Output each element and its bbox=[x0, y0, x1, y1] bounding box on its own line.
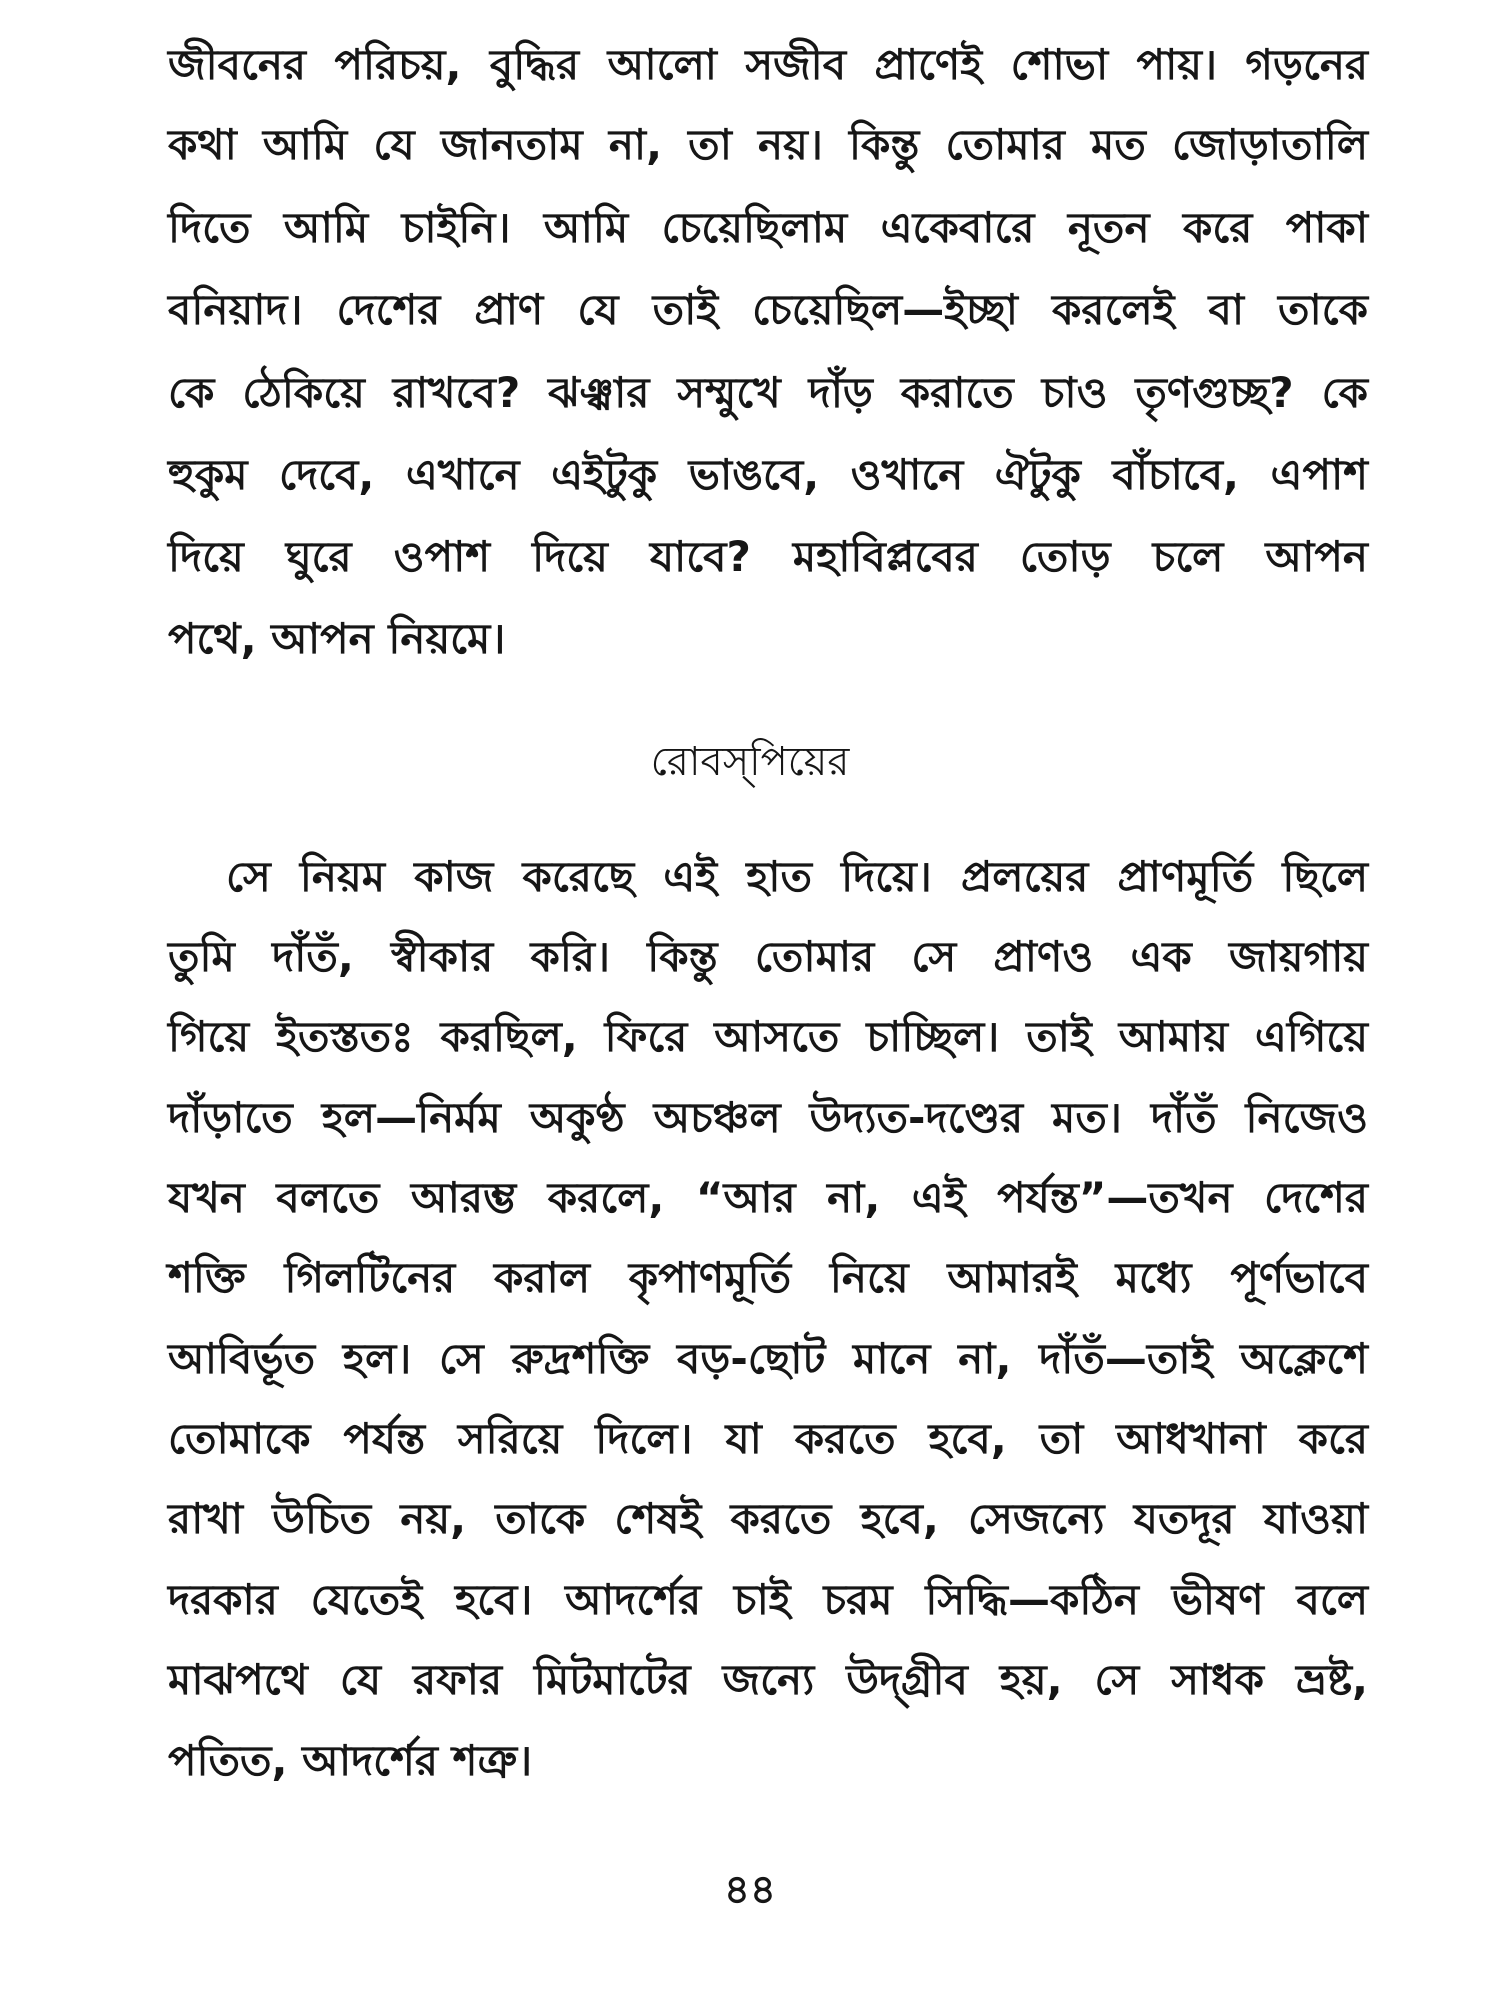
text-line: পতিত, আদর্শের শত্রু। bbox=[168, 1736, 533, 1785]
text-line: গিয়ে ইতস্ততঃ করছিল, ফিরে আসতে চাচ্ছিল। তাই আমায় এগিয়ে bbox=[168, 1012, 1368, 1061]
text-line: তোমাকে পর্যন্ত সরিয়ে দিলে। যা করতে হবে, তা আধখানা করে bbox=[168, 1414, 1368, 1463]
text-line: হুকুম দেবে, এখানে এইটুকু ভাঙবে, ওখানে ঐটুকু বাঁচাবে, এপাশ bbox=[168, 450, 1368, 499]
text-line: তুমি দাঁতঁ, স্বীকার করি। কিন্তু তোমার সে প্রাণও এক জায়গায় bbox=[168, 932, 1368, 981]
text-line: মাঝপথে যে রফার মিটমাটের জন্যে উদ্‌গ্রীব হয়, সে সাধক ভ্রষ্ট, bbox=[168, 1655, 1368, 1704]
speaker-heading: রোবস্‌পিয়ের bbox=[650, 739, 850, 785]
page-number: ৪৪ bbox=[724, 1867, 776, 1913]
text-line: যখন বলতে আরম্ভ করলে, “আর না, এই পর্যন্ত”—তখন দেশের bbox=[168, 1173, 1368, 1222]
text-line: পথে, আপন নিয়মে। bbox=[168, 614, 506, 663]
text-line: দাঁড়াতে হল—নির্মম অকুণ্ঠ অচঞ্চল উদ্যত-দণ্ডের মত। দাঁতঁ নিজেও bbox=[168, 1093, 1368, 1142]
text-line: কথা আমি যে জানতাম না, তা নয়। কিন্তু তোমার মত জোড়াতালি bbox=[168, 120, 1368, 169]
text-line: কে ঠেকিয়ে রাখবে? ঝঞ্ঝার সম্মুখে দাঁড় করাতে চাও তৃণগুচ্ছ? কে bbox=[168, 368, 1368, 417]
text-line: শক্তি গিলটিনের করাল কৃপাণমূর্তি নিয়ে আমারই মধ্যে পূর্ণভাবে bbox=[168, 1253, 1368, 1302]
text-line: বনিয়াদ। দেশের প্রাণ যে তাই চেয়েছিল—ইচ্ছা করলেই বা তাকে bbox=[168, 285, 1368, 334]
text-line: দিতে আমি চাইনি। আমি চেয়েছিলাম একেবারে নূতন করে পাকা bbox=[168, 203, 1368, 252]
text-line: জীবনের পরিচয়, বুদ্ধির আলো সজীব প্রাণেই শোভা পায়। গড়নের bbox=[168, 40, 1368, 89]
text-line: আবির্ভূত হল। সে রুদ্রশক্তি বড়-ছোট মানে না, দাঁতঁ—তাই অক্লেশে bbox=[168, 1334, 1368, 1383]
text-line: দিয়ে ঘুরে ওপাশ দিয়ে যাবে? মহাবিপ্লবের তোড় চলে আপন bbox=[168, 532, 1368, 581]
text-line: দরকার যেতেই হবে। আদর্শের চাই চরম সিদ্ধি—কঠিন ভীষণ বলে bbox=[168, 1575, 1368, 1624]
text-line: রাখা উচিত নয়, তাকে শেষই করতে হবে, সেজন্যে যতদূর যাওয়া bbox=[168, 1494, 1368, 1543]
text-line: সে নিয়ম কাজ করেছে এই হাত দিয়ে। প্রলয়ের প্রাণমূর্তি ছিলে bbox=[226, 852, 1368, 901]
